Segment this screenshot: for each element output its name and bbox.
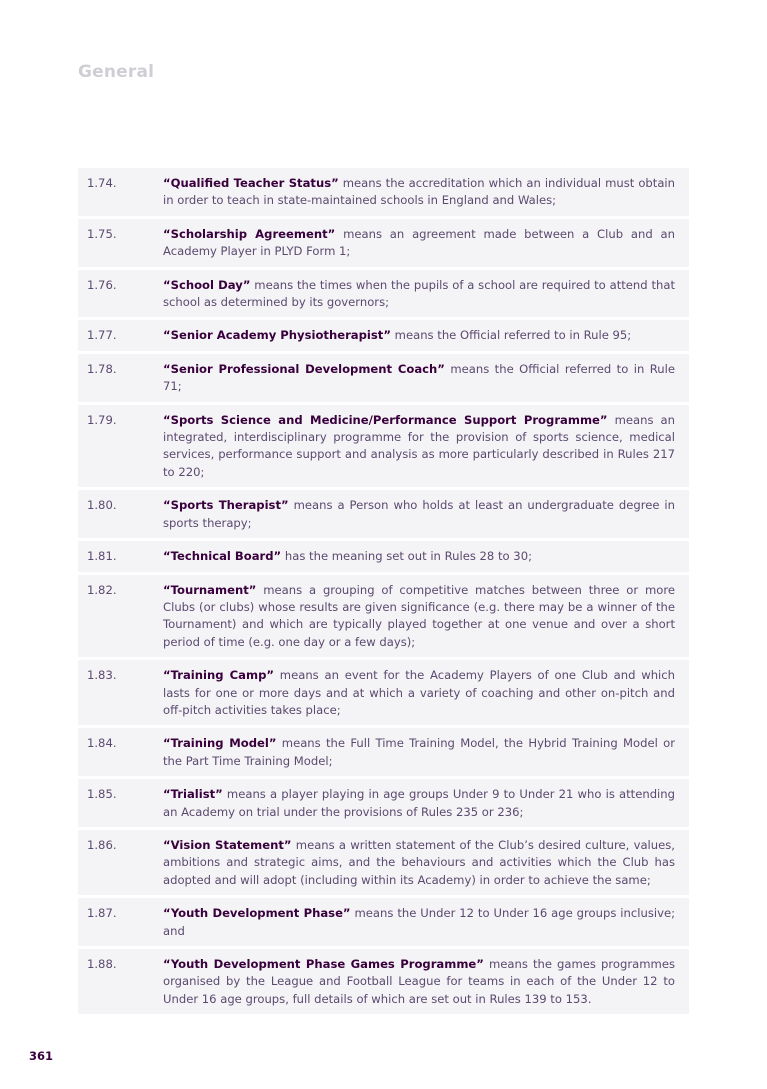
rule-term: “Technical Board” [163,549,282,564]
rule-row [78,405,689,488]
rule-definition: means the games programmes organised by the League and Football League for teams in each of the Under 12 to Under 16 age groups, full details of which are set out in Rules 139 to 153. [163,957,675,1006]
rule-definition: means a written statement of the Club’s desired culture, values, ambitions and strategic aims, and the behaviours and activities which the Club has adopted and will adopt (including within its Academy) in order to achieve the same; [163,837,675,887]
rule-number: 1.82. [87,582,117,597]
rules-table [78,168,689,1017]
rule-term: “Sports Science and Medicine/Performance Support Programme” [163,412,608,427]
rule-term: “Qualified Teacher Status” [163,176,339,190]
rule-number: 1.75. [87,226,117,241]
rule-row [78,490,689,538]
rule-definition: means an agreement made between a Club and an Academy Player in PLYD Form 1; [163,226,675,259]
rule-text [163,497,675,532]
rule-text [163,837,675,889]
rule-text [163,667,675,719]
rule-text [163,277,675,312]
rule-definition: means the times when the pupils of a school are required to attend that school as determined by its governors; [163,277,675,310]
rule-row [78,898,689,946]
rule-number: 1.84. [87,736,117,751]
rule-term: “Youth Development Phase” [163,906,351,921]
rule-number: 1.86. [87,837,117,852]
rule-text [163,905,675,940]
rule-text [163,226,675,261]
rule-row [78,320,689,350]
rule-row [78,660,689,725]
rule-definition: has the meaning set out in Rules 28 to 30; [281,549,532,564]
rule-definition: means an integrated, interdisciplinary programme for the provision of sports science, medical services, performance support and analysis as more particularly described in Rules 217 to 220; [163,412,675,479]
rule-term: “Senior Professional Development Coach” [163,361,445,376]
rule-row [78,168,689,216]
rule-number: 1.85. [87,787,117,802]
rule-row [78,354,689,402]
section-title: General [78,62,155,82]
rule-row [78,541,689,571]
page-number: 361 [29,1049,54,1063]
rule-text [163,582,675,652]
rule-text [163,548,675,565]
rule-row [78,270,689,318]
rule-number: 1.77. [87,328,117,343]
rule-text [163,412,675,482]
rule-row [78,219,689,267]
rule-number: 1.88. [87,957,117,971]
rule-row [78,830,689,895]
rule-row [78,949,689,1014]
rule-term: “Training Camp” [163,668,275,683]
rule-row [78,779,689,827]
rule-definition: means a Person who holds at least an undergraduate degree in sports therapy; [163,498,675,530]
rule-definition: means the Under 12 to Under 16 age groups inclusive; and [163,906,675,938]
rule-text [163,735,675,770]
rule-term: “School Day” [163,277,251,292]
rule-number: 1.81. [87,549,117,564]
rule-term: “Training Model” [163,736,277,751]
rule-definition: means a player playing in age groups Under 9 to Under 21 who is attending an Academy on trial under the provisions of Rules 235 or 236; [163,787,675,819]
rule-text [163,786,675,821]
rule-definition: means an event for the Academy Players of one Club and which lasts for one or more days and at which a variety of coaching and other on-pitch and off-pitch activities takes place; [163,668,675,717]
rule-text [163,327,675,344]
rule-definition: means a grouping of competitive matches between three or more Clubs (or clubs) whose results are given significance (e.g. there may be a winner of the Tournament) and which are typically played together at one venue and over a short period of time (e.g. one day or a few days); [163,582,675,649]
rule-text [163,175,675,210]
rule-definition: means the Full Time Training Model, the Hybrid Training Model or the Part Time Training Model; [163,736,675,768]
rule-number: 1.83. [87,668,117,683]
rule-number: 1.87. [87,906,117,921]
rule-definition: means the Official referred to in Rule 71; [163,361,675,394]
rule-term: “Youth Development Phase Games Programme” [163,957,484,971]
rule-term: “Scholarship Agreement” [163,226,336,241]
rule-term: “Tournament” [163,582,257,597]
rule-number: 1.74. [87,176,117,190]
rule-term: “Trialist” [163,787,223,802]
rule-text [163,361,675,396]
rule-number: 1.76. [87,277,117,292]
rule-row [78,728,689,776]
rule-term: “Sports Therapist” [163,498,289,513]
rule-number: 1.78. [87,361,117,376]
rule-definition: means the accreditation which an individual must obtain in order to teach in state-maintained schools in England and Wales; [163,176,675,208]
rule-text [163,956,675,1008]
rule-number: 1.79. [87,412,117,427]
rule-term: “Vision Statement” [163,837,292,852]
rule-row [78,575,689,658]
rule-number: 1.80. [87,498,117,513]
rule-definition: means the Official referred to in Rule 95; [390,328,632,343]
rule-term: “Senior Academy Physiotherapist” [163,328,391,343]
